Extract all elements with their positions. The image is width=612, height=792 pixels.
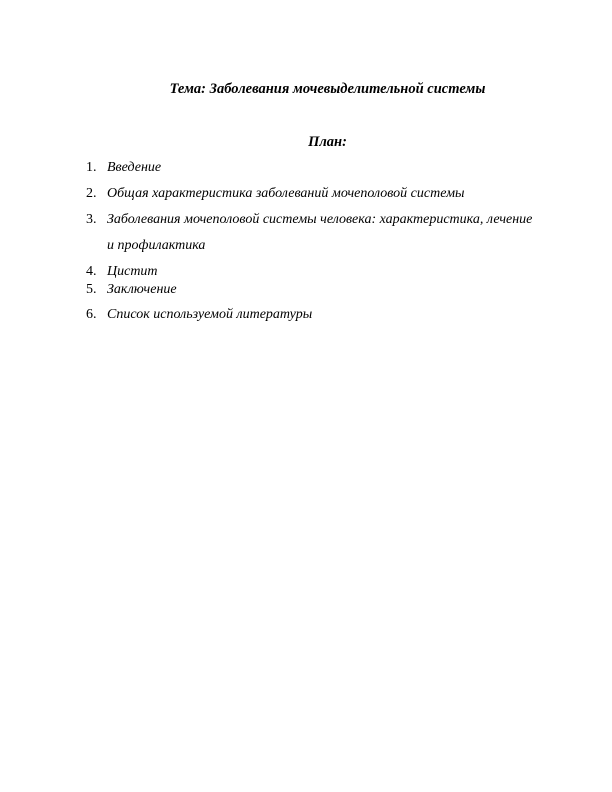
plan-item-text: Цистит — [107, 264, 158, 279]
plan-item-text: и профилактика — [107, 238, 206, 253]
plan-item-text: Введение — [107, 160, 162, 175]
plan-item-number: 2. — [86, 186, 97, 201]
document-title: Тема: Заболевания мочевыделительной системы — [169, 81, 486, 97]
plan-item-number: 6. — [86, 307, 97, 322]
plan-item-text: Список используемой литературы — [107, 307, 313, 322]
plan-heading: План: — [308, 134, 347, 150]
plan-item-number: 3. — [86, 212, 97, 227]
plan-item-text: Заключение — [107, 282, 177, 297]
plan-item-text: Заболевания мочеполовой системы человека: характеристика, лечение — [107, 212, 533, 227]
plan-item-number: 4. — [86, 264, 97, 279]
plan-item-text: Общая характеристика заболеваний мочеполовой системы — [107, 186, 465, 201]
plan-item-number: 5. — [86, 282, 97, 297]
plan-item-number: 1. — [86, 160, 97, 175]
